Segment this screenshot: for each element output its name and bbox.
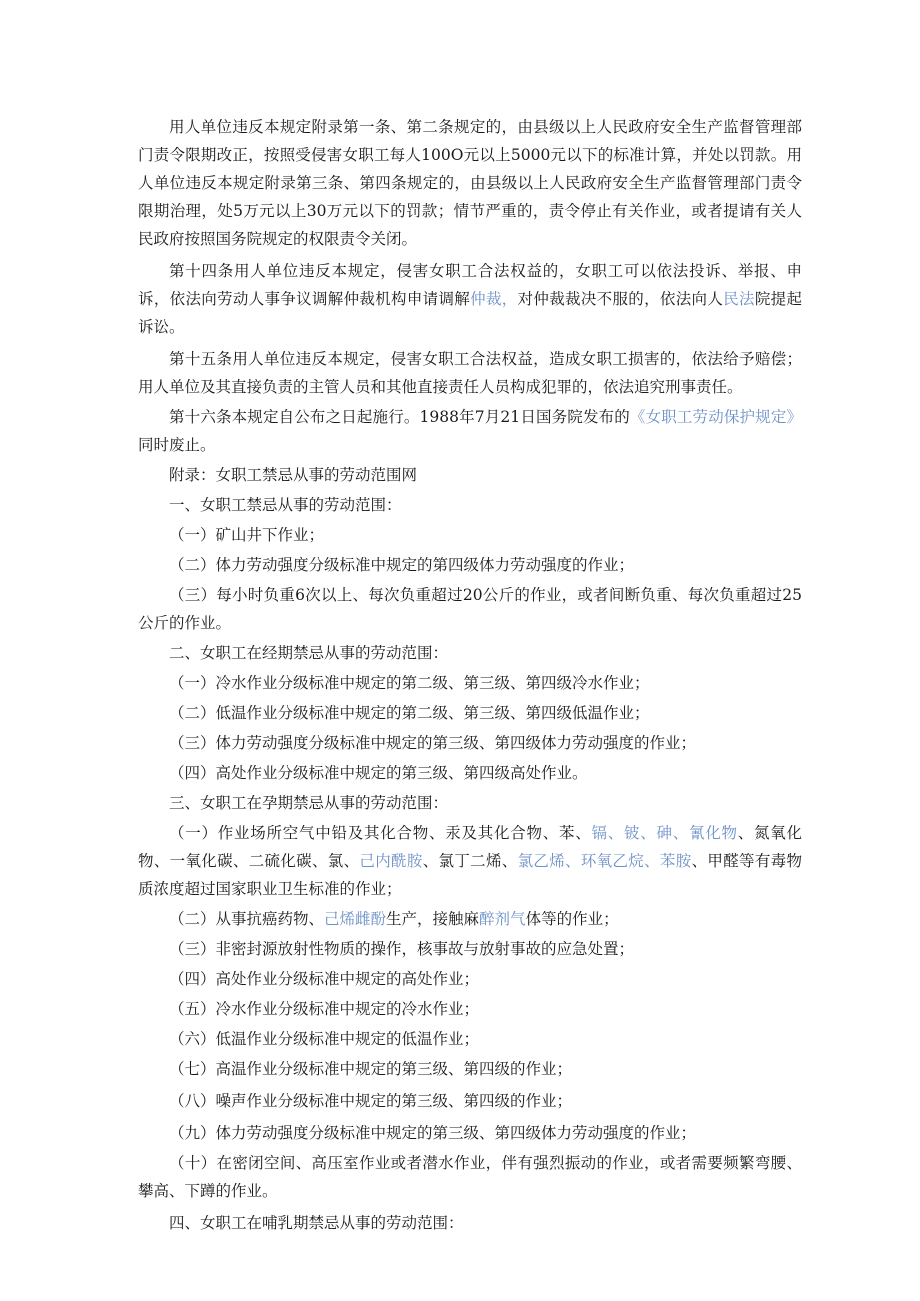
list-item-anticancer-drugs: （二）从事抗癌药物、己烯雌酚生产，接触麻醉剂气体等的作业； [169,910,619,928]
list-item: （三）每小时负重6次以上、每次负重超过20公斤的作业，或者间断负重、每次负重超过25公斤的作业。 [138,586,802,632]
section-1-heading: 一、女职工禁忌从事的劳动范围： [169,496,402,514]
list-item: （八）噪声作业分级标准中规定的第三级、第四级的作业； [169,1092,573,1110]
section-3-heading: 三、女职工在孕期禁忌从事的劳动范围： [169,794,449,812]
document-body [138,113,802,1239]
link-caprolactam[interactable]: 己内酰胺 [359,852,423,870]
list-item: （十）在密闭空间、高压室作业或者潜水作业，伴有强烈振动的作业，或者需要频繁弯腰、攀高、下蹲的作业。 [138,1154,802,1200]
list-item: （五）冷水作业分级标准中规定的冷水作业； [169,1000,480,1018]
list-item: （二）体力劳动强度分级标准中规定的第四级体力劳动强度的作业； [169,556,635,574]
link-cadmium-beryllium-arsenic-cyanide[interactable]: 镉、铍、砷、氰化物 [591,824,738,842]
paragraph-penalties: 用人单位违反本规定附录第一条、第二条规定的，由县级以上人民政府安全生产监督管理部门责令限期改正，按照受侵害女职工每人100O元以上5000元以下的标准计算，并处以罚款。用人单位违反本规定附录第三条、第四条规定的，由县级以上人民政府安全生产监督管理部门责令限期治理，处5万元以上30万元以下的罚款；情节严重的，责令停止有关作业，或者提请有关人民政府按照国务院规定的权限责令关闭。 [138,118,802,248]
appendix-title: 附录：女职工禁忌从事的劳动范围网 [169,466,418,484]
link-female-worker-regulation[interactable]: 《女职工劳动保护规定》 [629,408,802,426]
list-item: （一）矿山井下作业； [169,526,325,544]
list-item: （一）冷水作业分级标准中规定的第二级、第三级、第四级冷水作业； [169,674,650,692]
list-item-toxic-substances: （一）作业场所空气中铅及其化合物、汞及其化合物、苯、镉、铍、砷、氰化物、氮氧化物、一氧化碳、二硫化碳、氯、己内酰胺、氯丁二烯、氯乙烯、环氧乙烷、苯胺、甲醛等有毒物质浓度超过国家职业卫生标准的作业； [138,824,802,898]
link-anesthetic-gas[interactable]: 醉剂气 [479,910,526,928]
list-item: （三）非密封源放射性物质的操作，核事故与放射事故的应急处置； [169,940,635,958]
link-arbitration[interactable]: 仲裁， [470,290,518,308]
section-2-heading: 二、女职工在经期禁忌从事的劳动范围： [169,644,449,662]
list-item: （七）高温作业分级标准中规定的第三级、第四级的作业； [169,1060,573,1078]
list-item: （四）高处作业分级标准中规定的高处作业； [169,970,480,988]
link-vinyl-chloride-ethylene-oxide-aniline[interactable]: 氯乙烯、环氧乙烷、苯胺 [517,852,692,870]
link-diethylstilbestrol[interactable]: 己烯雌酚 [324,910,387,928]
list-item: （三）体力劳动强度分级标准中规定的第三级、第四级体力劳动强度的作业； [169,734,697,752]
list-item: （六）低温作业分级标准中规定的低温作业； [169,1030,480,1048]
article-15: 第十五条用人单位违反本规定，侵害女职工合法权益，造成女职工损害的，依法给予赔偿；用人单位及其直接负责的主管人员和其他直接责任人员构成犯罪的，依法追究刑事责任。 [138,350,802,396]
article-14: 第十四条用人单位违反本规定，侵害女职工合法权益的，女职工可以依法投诉、举报、申诉，依法向劳动人事争议调解仲裁机构申请调解仲裁，对仲裁裁决不服的，依法向人民法院提起诉讼。 [138,262,802,336]
article-16: 第十六条本规定自公布之日起施行。1988年7月21日国务院发布的《女职工劳动保护规定》同时废止。 [138,408,802,454]
list-item: （四）高处作业分级标准中规定的第三级、第四级高处作业。 [169,764,588,782]
list-item: （九）体力劳动强度分级标准中规定的第三级、第四级体力劳动强度的作业； [169,1124,697,1142]
section-4-heading: 四、女职工在哺乳期禁忌从事的劳动范围： [169,1214,464,1232]
link-civil-law[interactable]: 民法 [723,290,755,308]
list-item: （二）低温作业分级标准中规定的第二级、第三级、第四级低温作业； [169,704,650,722]
